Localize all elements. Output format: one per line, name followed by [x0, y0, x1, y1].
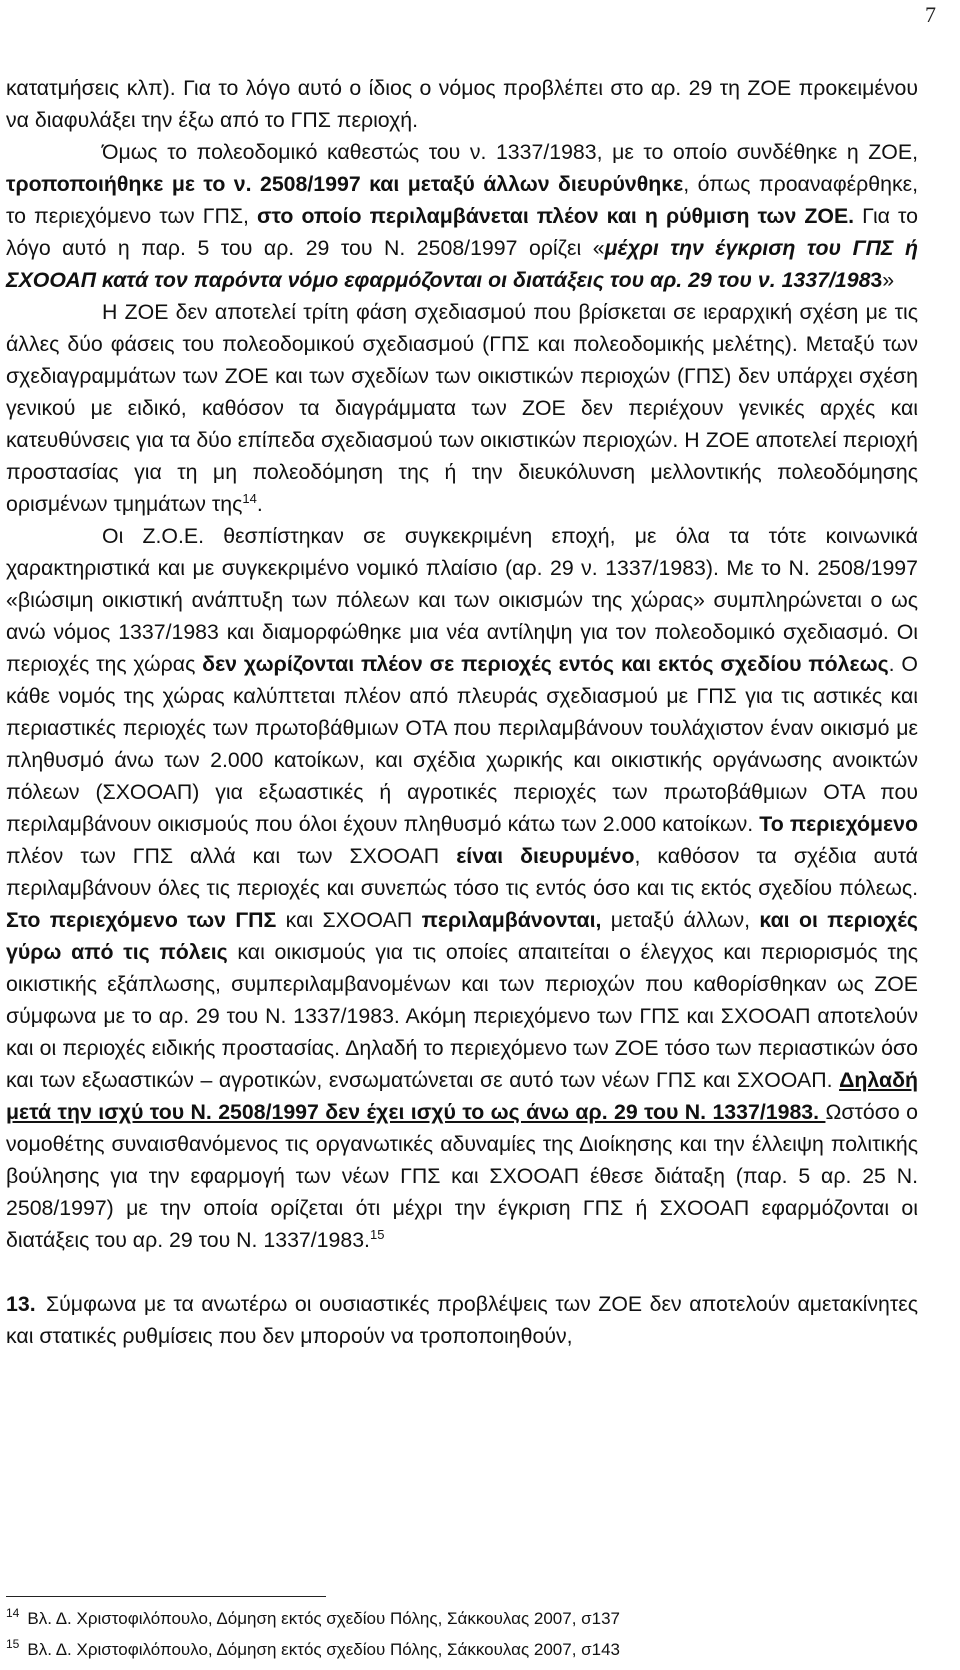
- body-text: [6, 72, 918, 1352]
- footnote-15: $^{15}$ Βλ. Δ. Χριστοφιλόπουλο, Δόμηση εκτός σχεδίου Πόλης, Σάκκουλας 2007, σ143: [6, 1637, 621, 1659]
- paragraph-13: 13. Σύμφωνα με τα ανωτέρω οι ουσιαστικές προβλέψεις των ΖΟΕ δεν αποτελούν αμετακίνητες και στατικές ρυθμίσεις που δεν μπορούν να τροποποιηθούν,: [6, 1288, 918, 1352]
- page-number: 7: [925, 2, 936, 27]
- footnote-ref-14: 14: [242, 490, 257, 506]
- footnote-ref-15: 15: [369, 1226, 385, 1242]
- paragraph-zoe-history: Οι Ζ.Ο.Ε. θεσπίστηκαν σε συγκεκριμένη εποχή, με όλα τα τότε κοινωνικά χαρακτηριστικά και με συγκεκριμένο νομικό πλαίσιο (αρ. 29 ν. 1337/1983). Με το Ν. 2508/1997 «βιώσιμη οικιστική ανάπτυξη των πόλεων και των οικισμών της χώρας» συμπληρώνεται ο ως ανώ νόμος 1337/1983 και διαμορφώθηκε μια νέα αντίληψη για τον πολεοδομικό σχεδιασμό. Οι περιοχές της χώρας δεν χωρίζονται πλέον σε περιοχές εντός και εκτός σχεδίου πόλεως. Ο κάθε νομός της χώρας καλύπτεται πλέον από πλευράς σχεδιασμού με ΓΠΣ για τις αστικές και περιαστικές περιοχές των πρωτοβάθμιων ΟΤΑ που περιλαμβάνουν τουλάχιστον έναν οικισμό με πληθυσμό άνω των 2.000 κατοίκων, και σχέδια χωρικής και οικιστικής οργάνωσης ανοικτών πόλεων (ΣΧΟΟΑΠ) για εξωαστικές ή αγροτικές περιοχές των πρωτοβάθμιων ΟΤΑ που περιλαμβάνουν οικισμούς που όλοι έχουν πληθυσμό κάτω των 2.000 κατοίκων. Το περιεχόμενο πλέον των ΓΠΣ αλλά και των ΣΧΟΟΑΠ είναι διευρυμένο, καθόσον τα σχέδια αυτά περιλαμβάνουν όλες τις περιοχές και συνεπώς τόσο τις εντός όσο και τις εκτός σχεδίου πόλεως. Στο περιεχόμενο των ΓΠΣ και ΣΧΟΟΑΠ περιλαμβάνονται, μεταξύ άλλων, και οι περιοχές γύρω από τις πόλεις και οικισμούς για τις οποίες απαιτείται ο έλεγχος και περιορισμός της οικιστικής εξάπλωσης, συμπεριλαμβανομένων και των περιοχών που καθορίσθηκαν ως ΖΟΕ σύμφωνα με το αρ. 29 του Ν. 1337/1983. Ακόμη περιεχόμενο των ΓΠΣ και ΣΧΟΟΑΠ αποτελούν και οι περιοχές ειδικής προστασίας. Δηλαδή το περιεχόμενο των ΖΟΕ τόσο των περιαστικών όσο και των εξωαστικών – αγροτικών, ενσωματώνεται σε αυτό των νέων ΓΠΣ και ΣΧΟΟΑΠ. Δηλαδή μετά την ισχύ του Ν. 2508/1997 δεν έχει ισχύ το ως άνω αρ. 29 του Ν. 1337/1983. Ωστόσο ο νομοθέτης συναισθανόμενος τις οργανωτικές αδυναμίες της Διοίκησης και την έλλειψη πολιτικής βούλησης για την εφαρμογή των νέων ΓΠΣ και ΣΧΟΟΑΠ έθεσε διάταξη (παρ. 5 αρ. 25 Ν. 2508/1997) με την οποία ορίζεται ότι μέχρι την έγκριση ΓΠΣ ή ΣΧΟΟΑΠ εφαρμόζονται οι διατάξεις του αρ. 29 του Ν. 1337/1983.15: [6, 524, 918, 1252]
- paragraph-intro: κατατμήσεις κλπ). Για το λόγο αυτό ο ίδιος ο νόμος προβλέπει στο αρ. 29 τη ΖΟΕ προκειμένου να διαφυλάξει την έξω από το ΓΠΣ περιοχή.: [6, 76, 918, 132]
- paragraph-zoe-definition: Η ΖΟΕ δεν αποτελεί τρίτη φάση σχεδιασμού που βρίσκεται σε ιεραρχική σχέση με τις άλλες δύο φάσεις του πολεοδομικού σχεδιασμού (ΓΠΣ και πολεοδομικής μελέτης). Μεταξύ των σχεδιαγραμμάτων των ΖΟΕ και των σχεδίων των οικιστικών περιοχών (ΓΠΣ) δεν υπάρχει σχέση γενικού με ειδικό, καθόσον τα διαγράμματα των ΖΟΕ δεν περιέχουν γενικές αρχές και κατευθύνσεις για τα δύο επίπεδα σχεδιασμού των οικιστικών περιοχών. Η ΖΟΕ αποτελεί περιοχή προστασίας για τη μη πολεοδόμηση της ή την διευκόλυνση μελλοντικής πολεοδόμησης ορισμένων τμημάτων της$^{14}$.: [6, 300, 918, 516]
- paragraph-number: 13.: [6, 1292, 36, 1316]
- footnote-14: $^{14}$ Βλ. Δ. Χριστοφιλόπουλο, Δόμηση εκτός σχεδίου Πόλης, Σάκκουλας 2007, σ137: [6, 1606, 621, 1628]
- footnote-divider: [6, 1596, 326, 1597]
- footnotes: [6, 1604, 918, 1666]
- paragraph-zoe-amendment: Όμως το πολεοδομικό καθεστώς του ν. 1337/1983, με το οποίο συνδέθηκε η ΖΟΕ, τροποποιήθηκε με το ν. 2508/1997 και μεταξύ άλλων διευρύνθηκε, όπως προαναφέρθηκε, το περιεχόμενο των ΓΠΣ, στο οποίο περιλαμβάνεται πλέον και η ρύθμιση των ΖΟΕ. Για το λόγο αυτό η παρ. 5 του αρ. 29 του Ν. 2508/1997 ορίζει «μέχρι την έγκριση του ΓΠΣ ή ΣΧΟΟΑΠ κατά τον παρόντα νόμο εφαρμόζονται οι διατάξεις του αρ. 29 του ν. 1337/1983»: [6, 140, 918, 292]
